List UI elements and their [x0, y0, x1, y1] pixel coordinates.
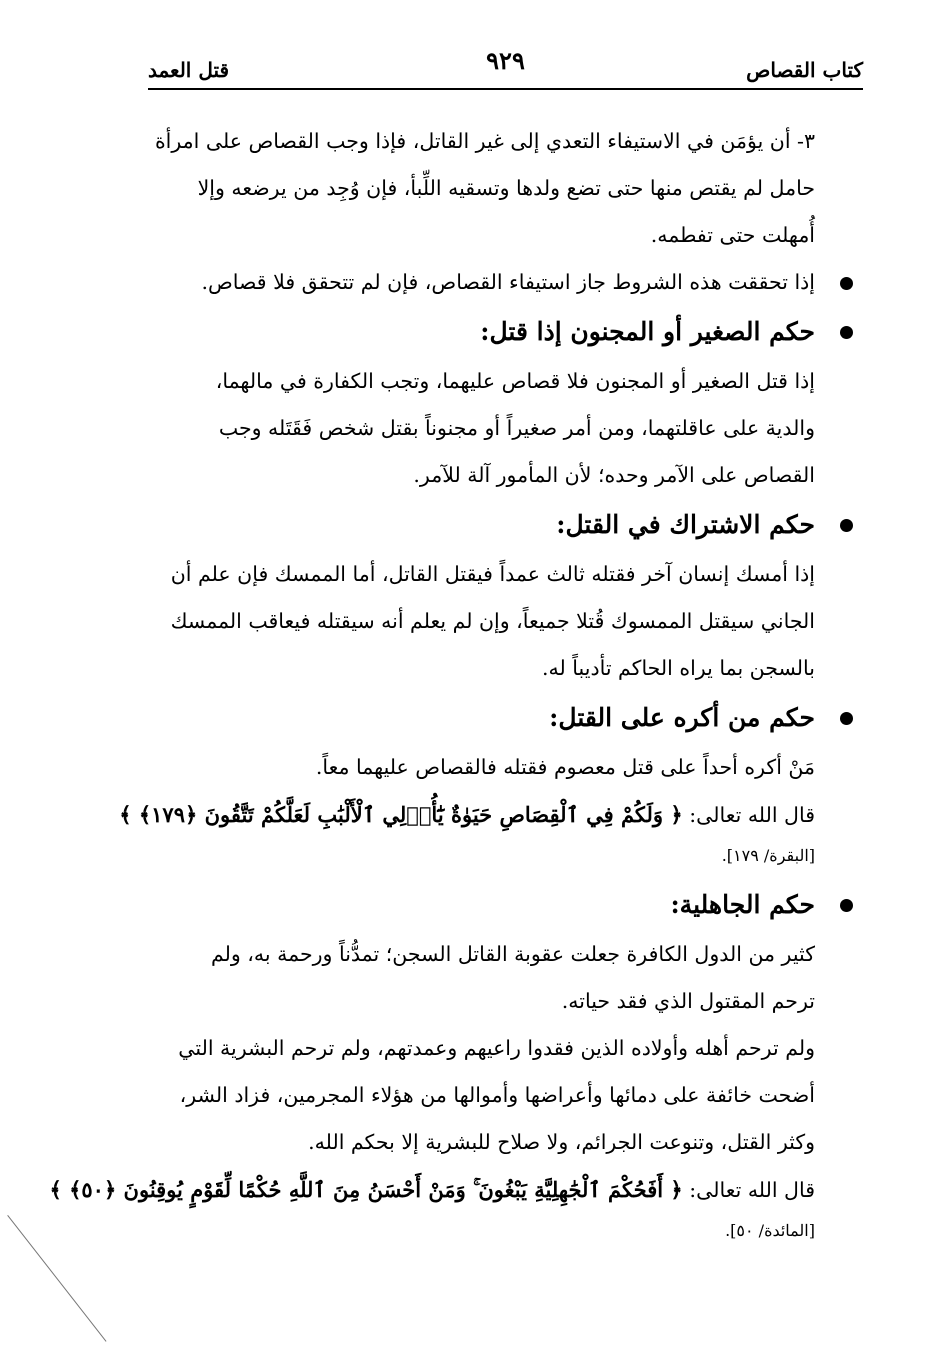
paragraph-line: ولم ترحم أهله وأولاده الذين فقدوا راعيهم وعمدتهم، ولم ترحم البشرية التي [178, 1036, 815, 1060]
heading-text: حكم الاشتراك في القتل: [556, 510, 815, 539]
paragraph-line: أُمهلت حتى تفطمه. [650, 223, 815, 247]
page-number: ٩٢٩ [486, 46, 525, 75]
verse-intro: قال الله تعالى: [689, 803, 815, 827]
paragraph-line: إذا قتل الصغير أو المجنون فلا قصاص عليهما، وتجب الكفارة في مالهما، [215, 369, 815, 393]
heading-text: حكم من أكره على القتل: [549, 703, 815, 732]
quran-verse [49, 1166, 815, 1214]
bullet-dot-icon [840, 899, 853, 912]
section-heading [135, 692, 815, 744]
bullet-dot-icon [840, 712, 853, 725]
paragraph-line: أضحت خائفة على دمائها وأعراضها وأموالها من هؤلاء المجرمين، فزاد الشر، [179, 1083, 815, 1107]
paragraph-line: بالسجن بما يراه الحاكم تأديباً له. [542, 656, 815, 680]
quran-verse [119, 791, 815, 839]
paragraph-line: كثير من الدول الكافرة جعلت عقوبة القاتل السجن؛ تمدُّناً ورحمة به، ولم [211, 942, 815, 966]
paragraph-line: ٣- أن يؤمَن في الاستيفاء التعدي إلى غير القاتل، فإذا وجب القصاص على امرأة [154, 129, 815, 153]
bullet-item [135, 259, 815, 306]
verse-quote: ﴿ وَلَكُمْ فِي ٱلْقِصَاصِ حَيَوٰةٌ يَٰٓأُو۟لِي ٱلْأَلْبَٰبِ لَعَلَّكُمْ تَتَّقُونَ ﴿١٧٩﴾ ﴾ [119, 802, 683, 827]
verse-reference: [المائدة/ ٥٠]. [725, 1221, 815, 1240]
bullet-dot-icon [840, 519, 853, 532]
section-title: قتل العمد [148, 58, 230, 82]
page-header [148, 48, 863, 90]
heading-text: حكم الجاهلية: [670, 890, 815, 919]
heading-text: حكم الصغير أو المجنون إذا قتل: [480, 317, 815, 346]
verse-reference: [البقرة/ ١٧٩]. [721, 846, 815, 865]
paragraph-line: إذا أمسك إنسان آخر فقتله ثالث عمداً فيقتل القاتل، أما الممسك فإن علم أن [170, 562, 815, 586]
paragraph-line: الجاني سيقتل الممسوك قُتلا جميعاً، وإن لم يعلم أنه سيقتله فيعاقب الممسك [170, 609, 815, 633]
bullet-dot-icon [840, 326, 853, 339]
paragraph-line: وكثر القتل، وتنوعت الجرائم، ولا صلاح للبشرية إلا بحكم الله. [308, 1130, 815, 1154]
paragraph-line: القصاص على الآمر وحده؛ لأن المأمور آلة للآمر. [413, 463, 815, 487]
paragraph-line: ترحم المقتول الذي فقد حياته. [561, 989, 815, 1013]
section-heading [135, 499, 815, 551]
paragraph-line: حامل لم يقتص منها حتى تضع ولدها وتسقيه اللِّبأ، فإن وُجِد من يرضعه وإلا [197, 176, 815, 200]
paragraph-line: والدية على عاقلتهما، ومن أمر صغيراً أو مجنوناً بقتل شخص فَقَتَله وجب [218, 416, 815, 440]
section-heading [135, 879, 815, 931]
verse-quote: ﴿ أَفَحُكْمَ ٱلْجَٰهِلِيَّةِ يَبْغُونَ ۚ وَمَنْ أَحْسَنُ مِنَ ٱللَّهِ حُكْمًا لِّقَوْمٍ يُوقِنُونَ ﴿٥٠﴾ ﴾ [49, 1177, 683, 1202]
page-body [49, 118, 815, 1254]
section-heading [135, 306, 815, 358]
bullet-dot-icon [840, 277, 853, 290]
scan-artifact-line [7, 1215, 106, 1342]
book-title: كتاب القصاص [746, 58, 863, 82]
bullet-text: إذا تحققت هذه الشروط جاز استيفاء القصاص، فإن لم تتحقق فلا قصاص. [201, 270, 815, 294]
verse-intro: قال الله تعالى: [689, 1178, 815, 1202]
paragraph-line: مَنْ أكره أحداً على قتل معصوم فقتله فالقصاص عليهما معاً. [315, 755, 815, 779]
